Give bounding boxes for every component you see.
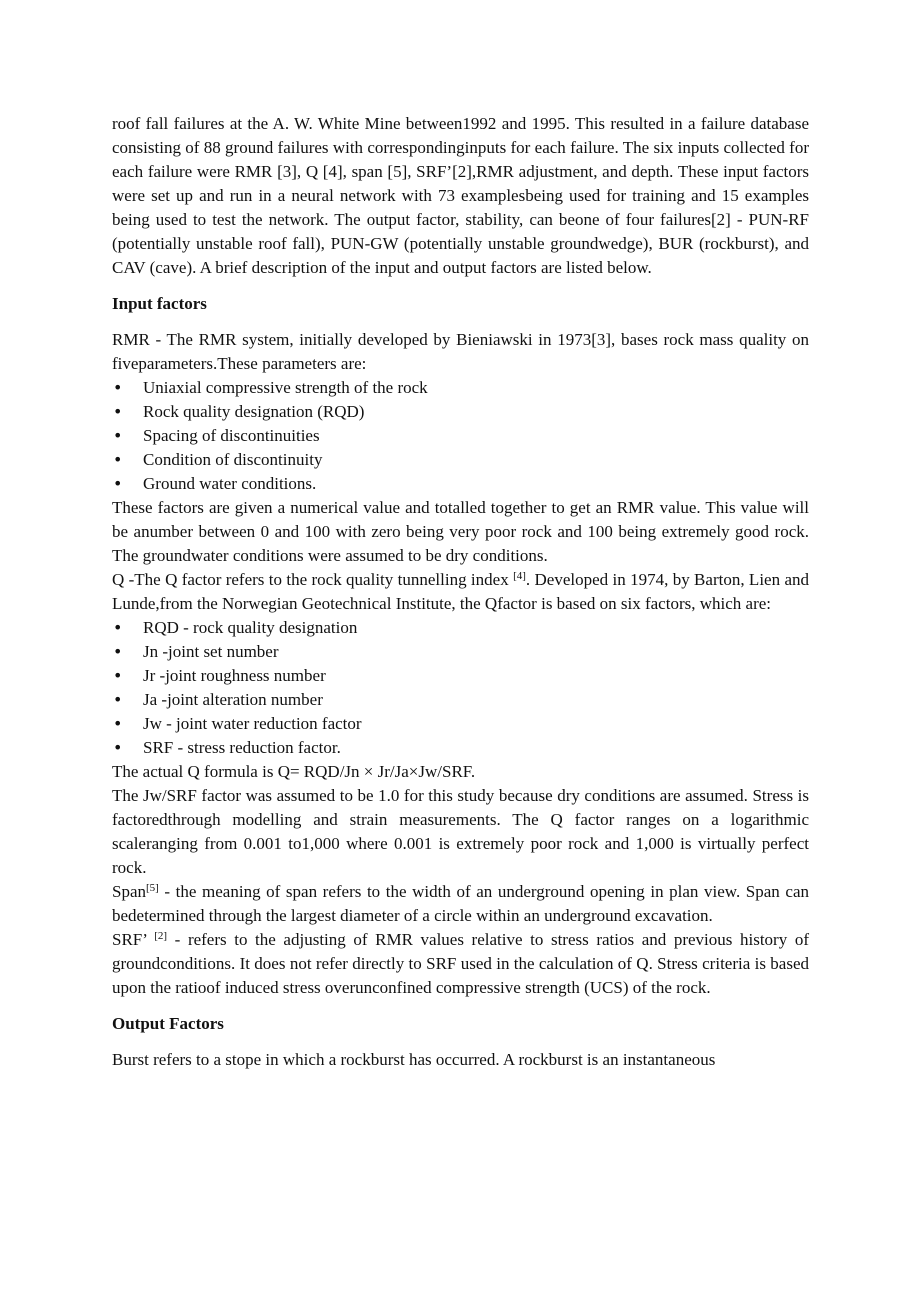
output-factors-heading: Output Factors [112, 1014, 224, 1033]
intro-paragraph: roof fall failures at the A. W. White Mine between1992 and 1995. This resulted in a failure database consisting of 88 ground failures with correspondinginputs for each failure. The six inputs collected for each failure were RMR [3], Q [4], span [5], SRF’[2],RMR adjustment, and depth. These input factors were set up and run in a neural network with 73 examplesbeing used for training and 15 examples being used to test the network. The output factor, stability, can beone of four failures[2] - PUN-RF (potentially unstable roof fall), PUN-GW (potentially unstable groundwedge), BUR (rockburst), and CAV (cave). A brief description of the input and output factors are listed below. [112, 114, 809, 277]
q-factor-list [112, 616, 809, 760]
q-intro-text: Q -The Q factor refers to the rock quality tunnelling index [112, 570, 514, 589]
srf-paragraph [112, 928, 809, 1000]
q-intro-text-cont: . Developed in 1974, by Barton, Lien and Lunde,from the Norwegian Geotechnical Institute, the Qfactor is based on six factors, which are: [112, 570, 809, 613]
list-item: • Rock quality designation (RQD) [112, 400, 809, 424]
list-item: • Jn -joint set number [112, 640, 809, 664]
citation-ref: [4] [513, 570, 526, 582]
burst-paragraph: Burst refers to a stope in which a rockburst has occurred. A rockburst is an instantaneous [112, 1050, 716, 1069]
span-text: - the meaning of span refers to the width of an underground opening in plan view. Span can bedetermined through the largest diameter of a circle within an underground excavation. [112, 882, 809, 925]
rmr-parameter-list [112, 376, 809, 496]
span-term: Span [112, 882, 146, 901]
list-item: • RQD - rock quality designation [112, 616, 809, 640]
srf-text: - refers to the adjusting of RMR values relative to stress ratios and previous history of groundconditions. It does not refer directly to SRF used in the calculation of Q. Stress criteria is based upon the ratioof induced stress overunconfined compressive strength (UCS) of the rock. [112, 930, 809, 997]
list-item: • Condition of discontinuity [112, 448, 809, 472]
list-item: • Spacing of discontinuities [112, 424, 809, 448]
list-item: • Jr -joint roughness number [112, 664, 809, 688]
citation-ref: [2] [154, 930, 168, 942]
citation-ref: [5] [146, 882, 159, 894]
input-factors-heading: Input factors [112, 294, 207, 313]
q-intro-paragraph [112, 568, 809, 616]
list-item: • Ja -joint alteration number [112, 688, 809, 712]
list-item: • Uniaxial compressive strength of the rock [112, 376, 809, 400]
document-page [112, 112, 809, 1072]
list-item: • SRF - stress reduction factor. [112, 736, 809, 760]
span-paragraph [112, 880, 809, 928]
rmr-after-paragraph: These factors are given a numerical value and totalled together to get an RMR value. This value will be anumber between 0 and 100 with zero being very poor rock and 100 being extremely good rock. The groundwater conditions were assumed to be dry conditions. [112, 498, 809, 565]
srf-term: SRF’ [112, 930, 155, 949]
q-formula-line: The actual Q formula is Q= RQD/Jn × Jr/Ja×Jw/SRF. [112, 762, 476, 781]
rmr-intro-paragraph: RMR - The RMR system, initially developed by Bieniawski in 1973[3], bases rock mass quality on fiveparameters.These parameters are: [112, 330, 809, 373]
list-item: • Ground water conditions. [112, 472, 809, 496]
list-item: • Jw - joint water reduction factor [112, 712, 809, 736]
q-after-paragraph: The Jw/SRF factor was assumed to be 1.0 for this study because dry conditions are assumed. Stress is factoredthrough modelling and strain measurements. The Q factor ranges on a logarithmic scaleranging from 0.001 to1,000 where 0.001 is extremely poor rock and 1,000 is virtually perfect rock. [112, 786, 809, 877]
